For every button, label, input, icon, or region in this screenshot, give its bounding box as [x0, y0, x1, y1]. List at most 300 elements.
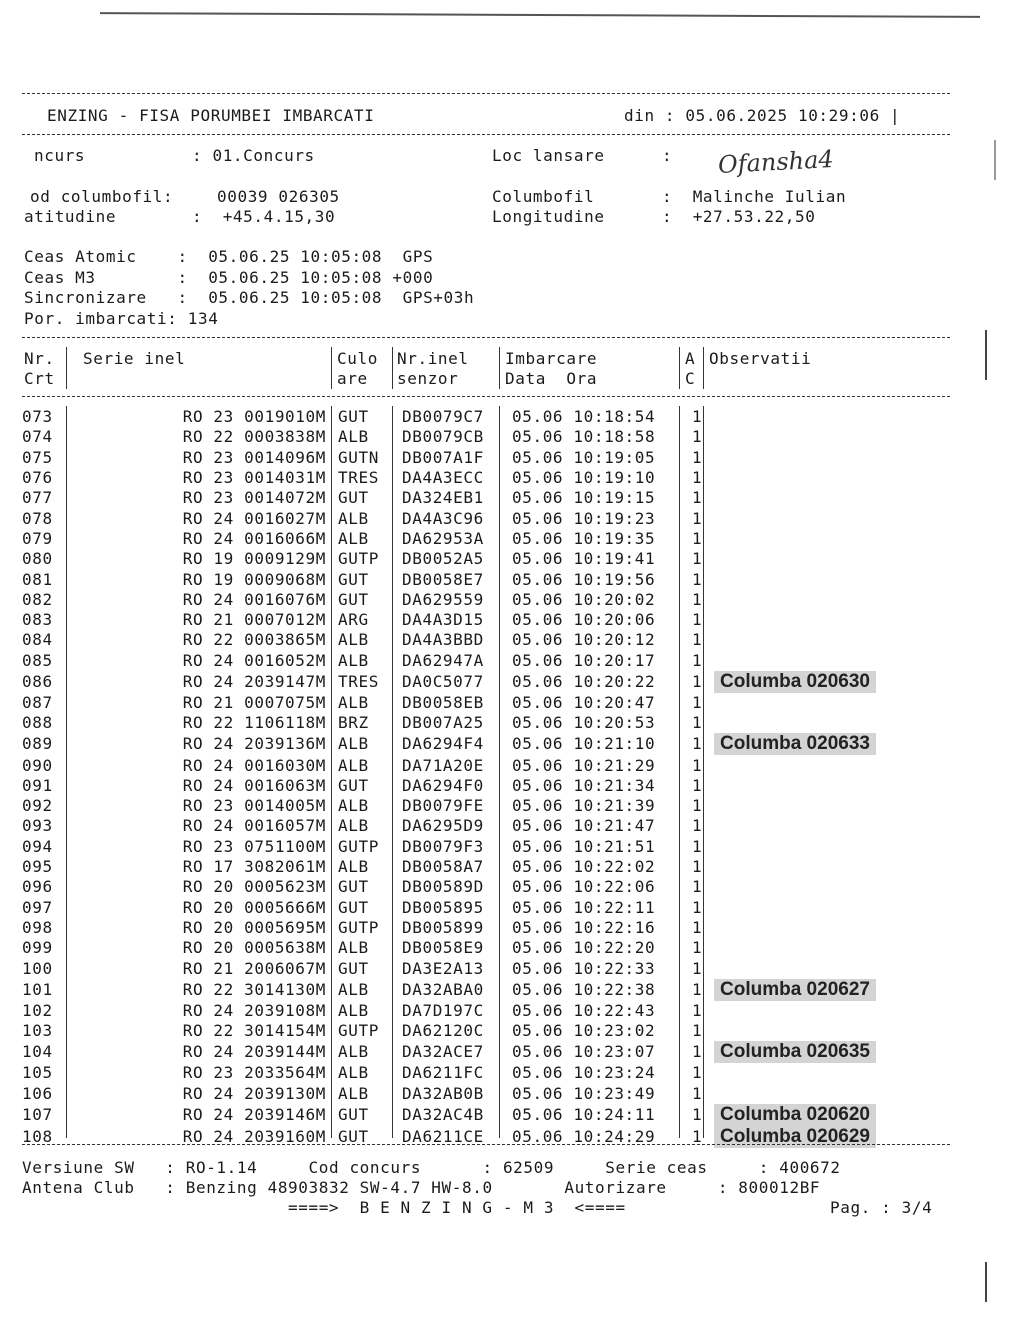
row-nr-inel-senzor: DA4A3C96 [402, 508, 484, 528]
row-culoare: GUT [338, 488, 369, 508]
row-imbarcare: 05.06 10:19:56 [512, 569, 656, 589]
table-row [22, 958, 976, 978]
table-row [22, 755, 976, 775]
row-observatii [716, 671, 976, 693]
row-observatii [716, 590, 976, 610]
col-ac-2: C [685, 369, 696, 388]
row-nr: 076 [22, 468, 53, 488]
row-nr: 104 [22, 1042, 53, 1062]
row-nr: 108 [22, 1126, 53, 1146]
row-nr-inel-senzor: DB0052A5 [402, 549, 484, 569]
columba-stamp-label: Columba 020635 [714, 1041, 876, 1063]
row-serie-inel: RO 24 0016057M [182, 816, 326, 836]
row-culoare: ALB [338, 508, 369, 528]
scan-edge-line [100, 12, 980, 18]
row-imbarcare: 05.06 10:24:29 [512, 1126, 656, 1146]
row-nr: 080 [22, 549, 53, 569]
header-rule-bottom [22, 134, 950, 135]
row-nr-inel-senzor: DA6294F0 [402, 775, 484, 795]
row-observatii [716, 1104, 976, 1126]
row-observatii [716, 898, 976, 918]
row-serie-inel: RO 20 0005638M [182, 938, 326, 958]
table-row [22, 671, 976, 693]
row-observatii [716, 549, 976, 569]
row-nr-inel-senzor: DA629559 [402, 589, 484, 609]
row-culoare: GUT [338, 775, 369, 795]
row-nr: 088 [22, 713, 53, 733]
row-serie-inel: RO 21 2006067M [182, 958, 326, 978]
row-imbarcare: 05.06 10:22:06 [512, 877, 656, 897]
table-row [22, 918, 976, 938]
longitudine-label: Longitudine [492, 207, 605, 226]
row-nr-inel-senzor: DA6295D9 [402, 816, 484, 836]
row-serie-inel: RO 23 0014072M [182, 488, 326, 508]
col-culoare-2: are [337, 369, 368, 388]
latitudine-value: : +45.4.15,30 [192, 207, 336, 226]
row-nr: 092 [22, 796, 53, 816]
row-culoare: ALB [338, 796, 369, 816]
row-culoare: ALB [338, 734, 369, 754]
row-ac: 1 [692, 877, 703, 897]
row-culoare: ALB [338, 1063, 369, 1083]
row-nr-inel-senzor: DB007A25 [402, 713, 484, 733]
table-row [22, 898, 976, 918]
row-nr-inel-senzor: DB0079FE [402, 796, 484, 816]
row-ac: 1 [692, 447, 703, 467]
row-observatii [716, 918, 976, 938]
row-ac: 1 [692, 775, 703, 795]
row-serie-inel: RO 23 0014005M [182, 796, 326, 816]
row-serie-inel: RO 24 2039146M [182, 1104, 326, 1124]
row-observatii [716, 857, 976, 877]
row-culoare: GUTP [338, 549, 379, 569]
pigeon-table [22, 407, 976, 1148]
row-culoare: ALB [338, 1083, 369, 1103]
row-nr-inel-senzor: DA3E2A13 [402, 958, 484, 978]
scan-mark-right-1 [985, 330, 987, 380]
row-imbarcare: 05.06 10:19:35 [512, 528, 656, 548]
table-row [22, 508, 976, 528]
columba-stamp-label: Columba 020633 [714, 733, 876, 755]
row-imbarcare: 05.06 10:21:29 [512, 755, 656, 775]
row-culoare: ARG [338, 610, 369, 630]
row-ac: 1 [692, 671, 703, 691]
hdr-sep-2 [331, 347, 332, 389]
ceas-m3: Ceas M3 : 05.06.25 10:05:08 +000 [24, 268, 434, 287]
row-observatii [716, 938, 976, 958]
row-observatii [716, 488, 976, 508]
row-ac: 1 [692, 407, 703, 427]
row-imbarcare: 05.06 10:22:38 [512, 979, 656, 999]
row-culoare: GUT [338, 1126, 369, 1146]
columns-rule-bottom [22, 396, 950, 397]
row-ac: 1 [692, 917, 703, 937]
row-serie-inel: RO 24 2039136M [182, 734, 326, 754]
row-culoare: GUTP [338, 1021, 379, 1041]
row-imbarcare: 05.06 10:18:54 [512, 407, 656, 427]
row-serie-inel: RO 24 0016027M [182, 508, 326, 528]
scan-mark-right-3 [994, 140, 996, 180]
table-row [22, 569, 976, 589]
table-row [22, 468, 976, 488]
row-nr: 086 [22, 671, 53, 691]
row-nr-inel-senzor: DA6294F4 [402, 734, 484, 754]
row-culoare: GUTP [338, 917, 379, 937]
footer-versiune: Versiune SW : RO-1.14 Cod concurs : 62509 Serie ceas : 400672 [22, 1158, 841, 1177]
row-nr-inel-senzor: DA6211FC [402, 1063, 484, 1083]
row-imbarcare: 05.06 10:22:20 [512, 938, 656, 958]
row-imbarcare: 05.06 10:18:58 [512, 427, 656, 447]
row-nr: 097 [22, 897, 53, 917]
row-imbarcare: 05.06 10:21:51 [512, 836, 656, 856]
row-observatii [716, 1041, 976, 1063]
row-ac: 1 [692, 589, 703, 609]
row-nr-inel-senzor: DA6211CE [402, 1126, 484, 1146]
row-culoare: ALB [338, 938, 369, 958]
table-row [22, 713, 976, 733]
row-nr: 079 [22, 528, 53, 548]
row-nr: 103 [22, 1021, 53, 1041]
row-nr: 084 [22, 630, 53, 650]
row-nr: 106 [22, 1083, 53, 1103]
row-observatii [716, 958, 976, 978]
row-serie-inel: RO 24 0016066M [182, 528, 326, 548]
row-culoare: GUT [338, 589, 369, 609]
row-ac: 1 [692, 857, 703, 877]
row-ac: 1 [692, 468, 703, 488]
row-nr-inel-senzor: DB00589D [402, 877, 484, 897]
table-row [22, 1001, 976, 1021]
row-culoare: GUT [338, 877, 369, 897]
row-culoare: GUT [338, 1104, 369, 1124]
header-rule-top [22, 93, 950, 94]
row-nr: 089 [22, 734, 53, 754]
row-nr: 101 [22, 979, 53, 999]
page-title: ENZING - FISA PORUMBEI IMBARCATI [47, 106, 375, 125]
table-row [22, 407, 976, 427]
row-observatii [716, 755, 976, 775]
hdr-sep-6 [703, 347, 704, 389]
row-ac: 1 [692, 1021, 703, 1041]
row-observatii [716, 796, 976, 816]
row-nr-inel-senzor: DA32ACE7 [402, 1042, 484, 1062]
row-nr-inel-senzor: DB0058A7 [402, 857, 484, 877]
table-row [22, 693, 976, 713]
concurs-label: ncurs [34, 146, 86, 165]
row-culoare: GUTN [338, 447, 379, 467]
concurs-value: : 01.Concurs [192, 146, 315, 165]
row-nr: 105 [22, 1063, 53, 1083]
table-row [22, 776, 976, 796]
scan-mark-right-2 [985, 1262, 987, 1302]
row-nr-inel-senzor: DB005895 [402, 897, 484, 917]
row-serie-inel: RO 24 2039160M [182, 1126, 326, 1146]
row-culoare: ALB [338, 979, 369, 999]
row-nr-inel-senzor: DA71A20E [402, 755, 484, 775]
row-imbarcare: 05.06 10:22:16 [512, 917, 656, 937]
print-date: din : 05.06.2025 10:29:06 | [624, 106, 901, 125]
row-nr: 083 [22, 610, 53, 630]
row-nr-inel-senzor: DA32AC4B [402, 1104, 484, 1124]
columbofil-value: : Malinche Iulian [662, 187, 847, 206]
row-nr-inel-senzor: DB0079CB [402, 427, 484, 447]
row-ac: 1 [692, 508, 703, 528]
row-imbarcare: 05.06 10:22:43 [512, 1000, 656, 1020]
columba-stamp-label: Columba 020629 [714, 1126, 876, 1148]
row-ac: 1 [692, 427, 703, 447]
row-culoare: GUT [338, 569, 369, 589]
longitudine-value: : +27.53.22,50 [662, 207, 816, 226]
row-observatii [716, 1063, 976, 1083]
row-serie-inel: RO 24 0016076M [182, 589, 326, 609]
row-culoare: GUT [338, 958, 369, 978]
footer-antena: Antena Club : Benzing 48903832 SW-4.7 HW-8.0 Autorizare : 800012BF [22, 1178, 821, 1197]
cod-columbofil-label: od columbofil: [30, 187, 174, 206]
row-observatii [716, 733, 976, 755]
row-observatii [716, 569, 976, 589]
row-serie-inel: RO 19 0009068M [182, 569, 326, 589]
row-nr: 085 [22, 650, 53, 670]
row-ac: 1 [692, 1000, 703, 1020]
table-row [22, 1041, 976, 1063]
row-observatii [716, 529, 976, 549]
row-ac: 1 [692, 897, 703, 917]
row-imbarcare: 05.06 10:20:02 [512, 589, 656, 609]
row-culoare: ALB [338, 427, 369, 447]
row-observatii [716, 651, 976, 671]
row-serie-inel: RO 22 0003865M [182, 630, 326, 650]
table-row [22, 733, 976, 755]
row-observatii [716, 816, 976, 836]
row-ac: 1 [692, 1063, 703, 1083]
row-serie-inel: RO 21 0007075M [182, 693, 326, 712]
loc-lansare-sep: : [662, 146, 673, 165]
row-nr: 096 [22, 877, 53, 897]
row-nr-inel-senzor: DB0058E9 [402, 938, 484, 958]
row-culoare: ALB [338, 816, 369, 836]
row-ac: 1 [692, 1042, 703, 1062]
table-row [22, 837, 976, 857]
row-nr: 087 [22, 693, 53, 712]
row-nr-inel-senzor: DB0058E7 [402, 569, 484, 589]
row-imbarcare: 05.06 10:22:11 [512, 897, 656, 917]
row-imbarcare: 05.06 10:23:07 [512, 1042, 656, 1062]
row-observatii [716, 837, 976, 857]
row-ac: 1 [692, 979, 703, 999]
row-serie-inel: RO 24 2039108M [182, 1000, 326, 1020]
row-ac: 1 [692, 796, 703, 816]
footer-rule [22, 1144, 950, 1145]
row-culoare: ALB [338, 693, 369, 712]
row-imbarcare: 05.06 10:21:34 [512, 775, 656, 795]
row-serie-inel: RO 24 2039130M [182, 1083, 326, 1103]
row-imbarcare: 05.06 10:21:10 [512, 734, 656, 754]
row-ac: 1 [692, 734, 703, 754]
table-row [22, 549, 976, 569]
row-serie-inel: RO 23 0019010M [182, 407, 326, 427]
row-nr-inel-senzor: DA62120C [402, 1021, 484, 1041]
row-observatii [716, 407, 976, 427]
row-observatii [716, 1021, 976, 1041]
columba-stamp-label: Columba 020620 [714, 1104, 876, 1126]
footer-page: Pag. : 3/4 [830, 1198, 933, 1217]
hdr-sep-3 [392, 347, 393, 389]
col-nr-1: Nr. [24, 349, 55, 368]
row-observatii [716, 693, 976, 713]
row-ac: 1 [692, 1104, 703, 1124]
table-row [22, 610, 976, 630]
row-ac: 1 [692, 488, 703, 508]
row-culoare: ALB [338, 755, 369, 775]
row-nr-inel-senzor: DB0058EB [402, 693, 484, 712]
row-nr: 082 [22, 589, 53, 609]
row-serie-inel: RO 24 2039144M [182, 1042, 326, 1062]
columba-stamp-label: Columba 020630 [714, 671, 876, 693]
row-serie-inel: RO 24 0016052M [182, 650, 326, 670]
row-culoare: GUTP [338, 836, 379, 856]
row-observatii [716, 427, 976, 447]
row-imbarcare: 05.06 10:20:22 [512, 671, 656, 691]
row-imbarcare: 05.06 10:21:39 [512, 796, 656, 816]
row-ac: 1 [692, 630, 703, 650]
row-culoare: ALB [338, 1000, 369, 1020]
row-serie-inel: RO 23 0751100M [182, 836, 326, 856]
row-imbarcare: 05.06 10:19:15 [512, 488, 656, 508]
row-nr: 099 [22, 938, 53, 958]
row-nr: 093 [22, 816, 53, 836]
row-imbarcare: 05.06 10:19:23 [512, 508, 656, 528]
row-nr: 098 [22, 917, 53, 937]
col-nr-2: Crt [24, 369, 55, 388]
row-ac: 1 [692, 816, 703, 836]
row-serie-inel: RO 24 0016063M [182, 775, 326, 795]
row-nr-inel-senzor: DA32ABA0 [402, 979, 484, 999]
row-observatii [716, 468, 976, 488]
col-senzor-2: senzor [397, 369, 459, 388]
row-imbarcare: 05.06 10:19:41 [512, 549, 656, 569]
row-nr: 090 [22, 755, 53, 775]
row-serie-inel: RO 21 0007012M [182, 610, 326, 630]
cod-columbofil-value: 00039 026305 [217, 187, 340, 206]
columbofil-label: Columbofil [492, 187, 595, 206]
row-ac: 1 [692, 1126, 703, 1146]
row-nr-inel-senzor: DA7D197C [402, 1000, 484, 1020]
table-row [22, 488, 976, 508]
row-imbarcare: 05.06 10:20:06 [512, 610, 656, 630]
row-nr-inel-senzor: DB005899 [402, 917, 484, 937]
row-ac: 1 [692, 938, 703, 958]
row-culoare: GUT [338, 407, 369, 427]
row-serie-inel: RO 23 0014031M [182, 468, 326, 488]
col-ac-1: A [685, 349, 696, 368]
row-serie-inel: RO 22 3014130M [182, 979, 326, 999]
row-observatii [716, 448, 976, 468]
loc-lansare-label: Loc lansare [492, 146, 605, 165]
table-row [22, 1063, 976, 1083]
row-nr: 075 [22, 447, 53, 467]
row-serie-inel: RO 20 0005666M [182, 897, 326, 917]
row-ac: 1 [692, 958, 703, 978]
row-culoare: GUT [338, 897, 369, 917]
row-observatii [716, 508, 976, 528]
hdr-sep-4 [499, 347, 500, 389]
row-nr: 094 [22, 836, 53, 856]
row-nr-inel-senzor: DA4A3ECC [402, 468, 484, 488]
row-nr: 100 [22, 958, 53, 978]
row-nr-inel-senzor: DB007A1F [402, 447, 484, 467]
table-row [22, 630, 976, 650]
col-observatii: Observatii [709, 349, 812, 368]
table-row [22, 979, 976, 1001]
table-row [22, 938, 976, 958]
row-nr: 095 [22, 857, 53, 877]
row-culoare: BRZ [338, 713, 369, 733]
sincronizare: Sincronizare : 05.06.25 10:05:08 GPS+03h [24, 288, 475, 307]
row-imbarcare: 05.06 10:23:49 [512, 1083, 656, 1103]
row-nr: 102 [22, 1000, 53, 1020]
row-observatii [716, 1084, 976, 1104]
row-culoare: ALB [338, 650, 369, 670]
row-observatii [716, 776, 976, 796]
table-row [22, 816, 976, 836]
row-imbarcare: 05.06 10:19:10 [512, 468, 656, 488]
columns-rule-top [22, 337, 950, 338]
row-imbarcare: 05.06 10:23:24 [512, 1063, 656, 1083]
hdr-sep-5 [679, 347, 680, 389]
row-culoare: ALB [338, 528, 369, 548]
table-row [22, 590, 976, 610]
row-culoare: TRES [338, 468, 379, 488]
latitudine-label: atitudine [24, 207, 117, 226]
col-imbarcare-2: Data Ora [505, 369, 598, 388]
col-serie: Serie inel [83, 349, 186, 368]
row-ac: 1 [692, 755, 703, 775]
row-observatii [716, 979, 976, 1001]
row-imbarcare: 05.06 10:21:47 [512, 816, 656, 836]
row-nr-inel-senzor: DA62947A [402, 650, 484, 670]
row-ac: 1 [692, 549, 703, 569]
porumbei-imbarcati: Por. imbarcati: 134 [24, 309, 219, 328]
row-serie-inel: RO 22 0003838M [182, 427, 326, 447]
row-observatii [716, 877, 976, 897]
ceas-atomic: Ceas Atomic : 05.06.25 10:05:08 GPS [24, 247, 434, 266]
row-nr-inel-senzor: DA0C5077 [402, 671, 484, 691]
footer-banner: ====> B E N Z I N G - M 3 <==== [288, 1198, 626, 1217]
row-serie-inel: RO 22 3014154M [182, 1021, 326, 1041]
table-row [22, 857, 976, 877]
table-row [22, 427, 976, 447]
table-row [22, 796, 976, 816]
row-nr: 081 [22, 569, 53, 589]
row-imbarcare: 05.06 10:19:05 [512, 447, 656, 467]
row-culoare: ALB [338, 1042, 369, 1062]
row-serie-inel: RO 24 0016030M [182, 755, 326, 775]
col-senzor-1: Nr.inel [397, 349, 469, 368]
row-nr: 078 [22, 508, 53, 528]
row-imbarcare: 05.06 10:23:02 [512, 1021, 656, 1041]
row-imbarcare: 05.06 10:20:47 [512, 693, 656, 712]
row-observatii [716, 713, 976, 733]
row-nr: 074 [22, 427, 53, 447]
row-imbarcare: 05.06 10:22:02 [512, 857, 656, 877]
row-nr-inel-senzor: DA32AB0B [402, 1083, 484, 1103]
row-nr-inel-senzor: DA324EB1 [402, 488, 484, 508]
row-serie-inel: RO 22 1106118M [182, 713, 326, 733]
row-ac: 1 [692, 650, 703, 670]
row-serie-inel: RO 23 0014096M [182, 447, 326, 467]
row-serie-inel: RO 19 0009129M [182, 549, 326, 569]
row-serie-inel: RO 17 3082061M [182, 857, 326, 877]
